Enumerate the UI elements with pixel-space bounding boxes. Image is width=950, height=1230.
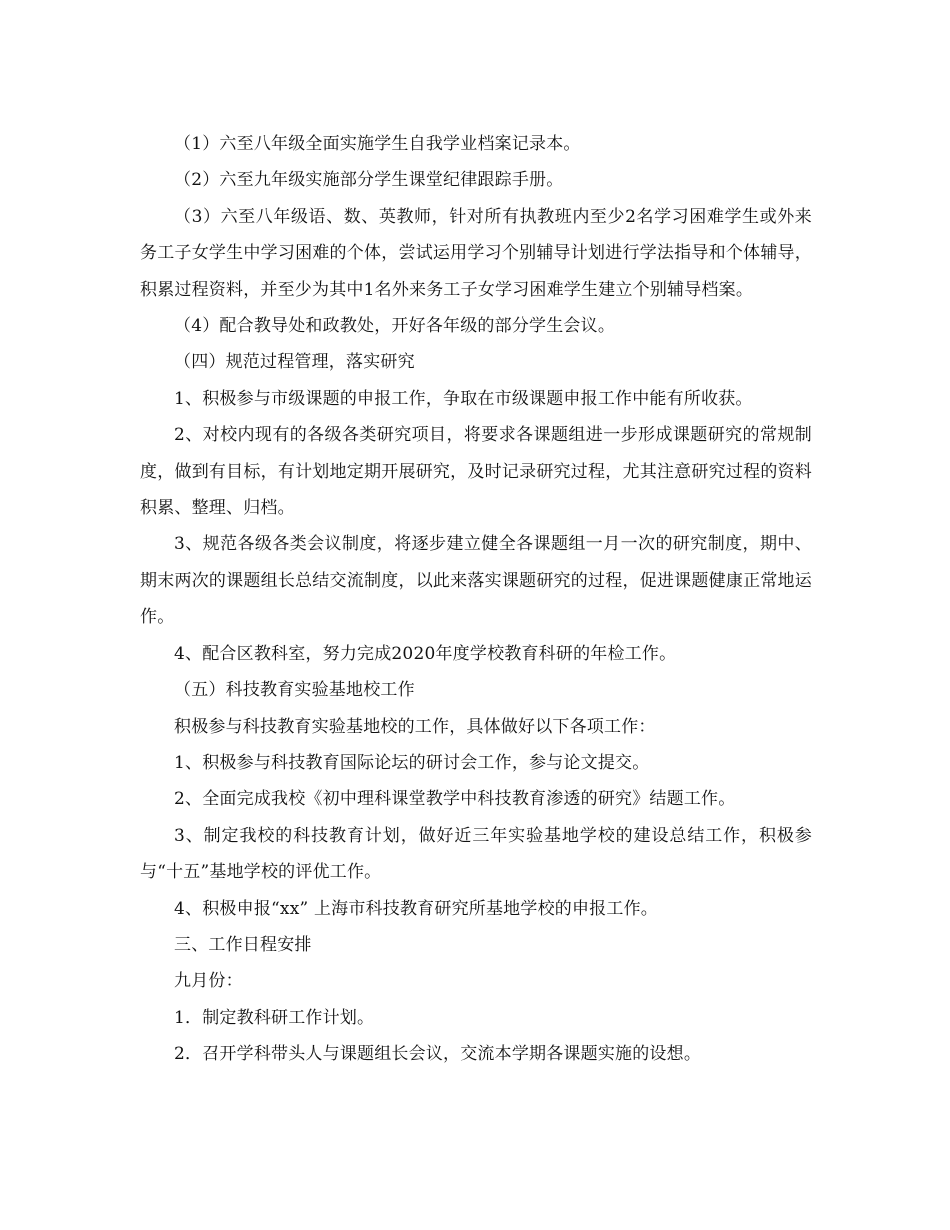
paragraph-3: （3）六至八年级语、数、英教师，针对所有执教班内至少2名学习困难学生或外来务工子女学生中学习困难的个体，尝试运用学习个别辅导计划进行学法指导和个体辅导，积累过程资料，并至少为其中1名外来务工子女学习困难学生建立个别辅导档案。	[140, 206, 812, 300]
document-body	[140, 126, 812, 1073]
paragraph-11: 2、全面完成我校《初中理科课堂教学中科技教育渗透的研究》结题工作。	[174, 789, 736, 810]
section-heading-5: （五）科技教育实验基地校工作	[174, 680, 415, 701]
paragraph-1: （1）六至八年级全面实施学生自我学业档案记录本。	[174, 134, 581, 154]
paragraph-10: 1、积极参与科技教育国际论坛的研讨会工作，参与论文提交。	[174, 752, 650, 773]
schedule-item-2: 2．召开学科带头人与课题组长会议，交流本学期各课题实施的设想。	[174, 1044, 702, 1065]
paragraph-7: 3、规范各级各类会议制度，将逐步建立健全各课题组一月一次的研究制度，期中、期末两次的课题组长总结交流制度，以此来落实课题研究的过程，促进课题健康正常地运作。	[140, 534, 812, 628]
paragraph-8: 4、配合区教科室，努力完成2020年度学校教育科研的年检工作。	[174, 643, 677, 664]
paragraph-13: 4、积极申报“xx” 上海市科技教育研究所基地学校的申报工作。	[174, 898, 658, 919]
paragraph-6: 2、对校内现有的各级各类研究项目，将要求各课题组进一步形成课题研究的常规制度，做到有目标，有计划地定期开展研究，及时记录研究过程，尤其注意研究过程的资料积累、整理、归档。	[140, 425, 812, 519]
schedule-item-1: 1．制定教科研工作计划。	[174, 1007, 375, 1028]
section-heading-4: （四）规范过程管理，落实研究	[174, 352, 415, 373]
section-heading-3: 三、工作日程安排	[174, 934, 312, 955]
paragraph-12: 3、制定我校的科技教育计划，做好近三年实验基地学校的建设总结工作，积极参与“十五”基地学校的评优工作。	[140, 825, 812, 883]
paragraph-9: 积极参与科技教育实验基地校的工作，具体做好以下各项工作：	[174, 716, 656, 737]
paragraph-2: （2）六至九年级实施部分学生课堂纪律跟踪手册。	[174, 170, 564, 191]
paragraph-4: （4）配合教导处和政教处，开好各年级的部分学生会议。	[174, 316, 616, 337]
paragraph-5: 1、积极参与市级课题的申报工作，争取在市级课题申报工作中能有所收获。	[174, 388, 753, 409]
month-heading: 九月份：	[174, 971, 243, 992]
